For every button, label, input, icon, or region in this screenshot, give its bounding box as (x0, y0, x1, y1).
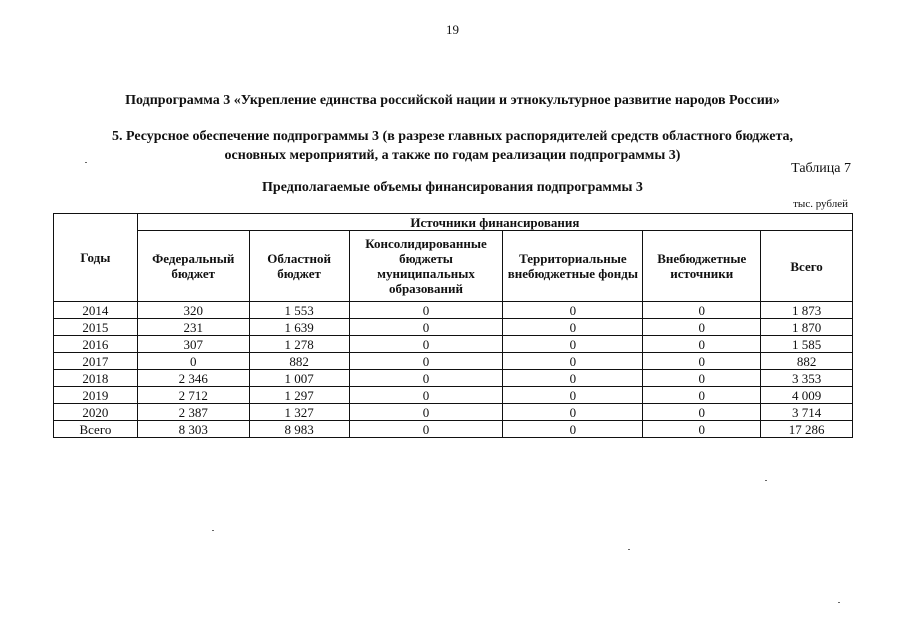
value-cell: 0 (503, 302, 643, 319)
value-cell: 0 (503, 387, 643, 404)
value-cell: 0 (349, 336, 503, 353)
header-municipal: Консолидированные бюджеты муниципальных образований (349, 231, 503, 302)
header-years: Годы (54, 214, 138, 302)
value-cell: 3 714 (761, 404, 853, 421)
value-cell: 1 639 (249, 319, 349, 336)
section-title (40, 127, 865, 165)
value-cell: 0 (503, 353, 643, 370)
value-cell: 2 387 (137, 404, 249, 421)
value-cell: 0 (503, 421, 643, 438)
header-federal: Федеральный бюджет (137, 231, 249, 302)
value-cell: 1 297 (249, 387, 349, 404)
value-cell: 1 553 (249, 302, 349, 319)
value-cell: 4 009 (761, 387, 853, 404)
value-cell: 0 (503, 319, 643, 336)
value-cell: 0 (503, 336, 643, 353)
value-cell: 0 (503, 404, 643, 421)
value-cell: 0 (349, 302, 503, 319)
value-cell: 0 (349, 319, 503, 336)
section-title-line1: 5. Ресурсное обеспечение подпрограммы 3 (в разрезе главных распорядителей средств областного бюджета, (111, 129, 794, 144)
table-row (54, 421, 853, 438)
scan-speck (765, 480, 767, 481)
value-cell: 17 286 (761, 421, 853, 438)
row-year-cell: 2020 (54, 404, 138, 421)
header-columns-row (54, 231, 853, 302)
value-cell: 1 585 (761, 336, 853, 353)
value-cell: 1 278 (249, 336, 349, 353)
value-cell: 2 712 (137, 387, 249, 404)
value-cell: 0 (643, 370, 761, 387)
financing-table (53, 213, 853, 438)
table-row (54, 370, 853, 387)
table-row (54, 336, 853, 353)
table-row (54, 302, 853, 319)
value-cell: 0 (643, 336, 761, 353)
header-regional: Областной бюджет (249, 231, 349, 302)
scan-speck (628, 549, 630, 550)
scan-speck (212, 530, 214, 531)
value-cell: 0 (643, 302, 761, 319)
header-territorial-funds: Территориальные внебюджетные фонды (503, 231, 643, 302)
table-row (54, 387, 853, 404)
value-cell: 0 (349, 404, 503, 421)
value-cell: 0 (643, 421, 761, 438)
value-cell: 0 (349, 421, 503, 438)
value-cell: 320 (137, 302, 249, 319)
value-cell: 0 (503, 370, 643, 387)
section-title-line2: основных мероприятий, а также по годам реализации подпрограммы 3) (224, 148, 681, 163)
value-cell: 0 (349, 387, 503, 404)
value-cell: 0 (643, 387, 761, 404)
units-label: тыс. рублей (793, 198, 848, 210)
value-cell: 1 870 (761, 319, 853, 336)
value-cell: 882 (249, 353, 349, 370)
header-total: Всего (761, 231, 853, 302)
scan-speck (838, 602, 840, 603)
value-cell: 8 303 (137, 421, 249, 438)
row-year-cell: 2018 (54, 370, 138, 387)
value-cell: 2 346 (137, 370, 249, 387)
value-cell: 3 353 (761, 370, 853, 387)
table-number: Таблица 7 (791, 161, 851, 176)
header-group-row (54, 214, 853, 231)
table-body (54, 302, 853, 438)
row-year-cell: 2019 (54, 387, 138, 404)
row-year-cell: 2015 (54, 319, 138, 336)
value-cell: 1 007 (249, 370, 349, 387)
table-row (54, 353, 853, 370)
value-cell: 0 (643, 319, 761, 336)
table-row (54, 404, 853, 421)
value-cell: 0 (643, 353, 761, 370)
value-cell: 882 (761, 353, 853, 370)
value-cell: 8 983 (249, 421, 349, 438)
header-extrabudgetary: Внебюджетные источники (643, 231, 761, 302)
row-year-cell: 2014 (54, 302, 138, 319)
row-year-cell: 2017 (54, 353, 138, 370)
page-number: 19 (446, 22, 459, 37)
value-cell: 1 873 (761, 302, 853, 319)
value-cell: 0 (349, 370, 503, 387)
header-sources-group: Источники финансирования (137, 214, 852, 231)
value-cell: 231 (137, 319, 249, 336)
row-year-cell: 2016 (54, 336, 138, 353)
value-cell: 307 (137, 336, 249, 353)
value-cell: 0 (137, 353, 249, 370)
value-cell: 0 (349, 353, 503, 370)
scan-speck (85, 162, 87, 163)
value-cell: 0 (643, 404, 761, 421)
table-row (54, 319, 853, 336)
table-caption: Предполагаемые объемы финансирования подпрограммы 3 (262, 180, 643, 195)
subprogram-title: Подпрограмма 3 «Укрепление единства российской нации и этнокультурное развитие народов России» (125, 93, 780, 108)
row-year-cell: Всего (54, 421, 138, 438)
value-cell: 1 327 (249, 404, 349, 421)
